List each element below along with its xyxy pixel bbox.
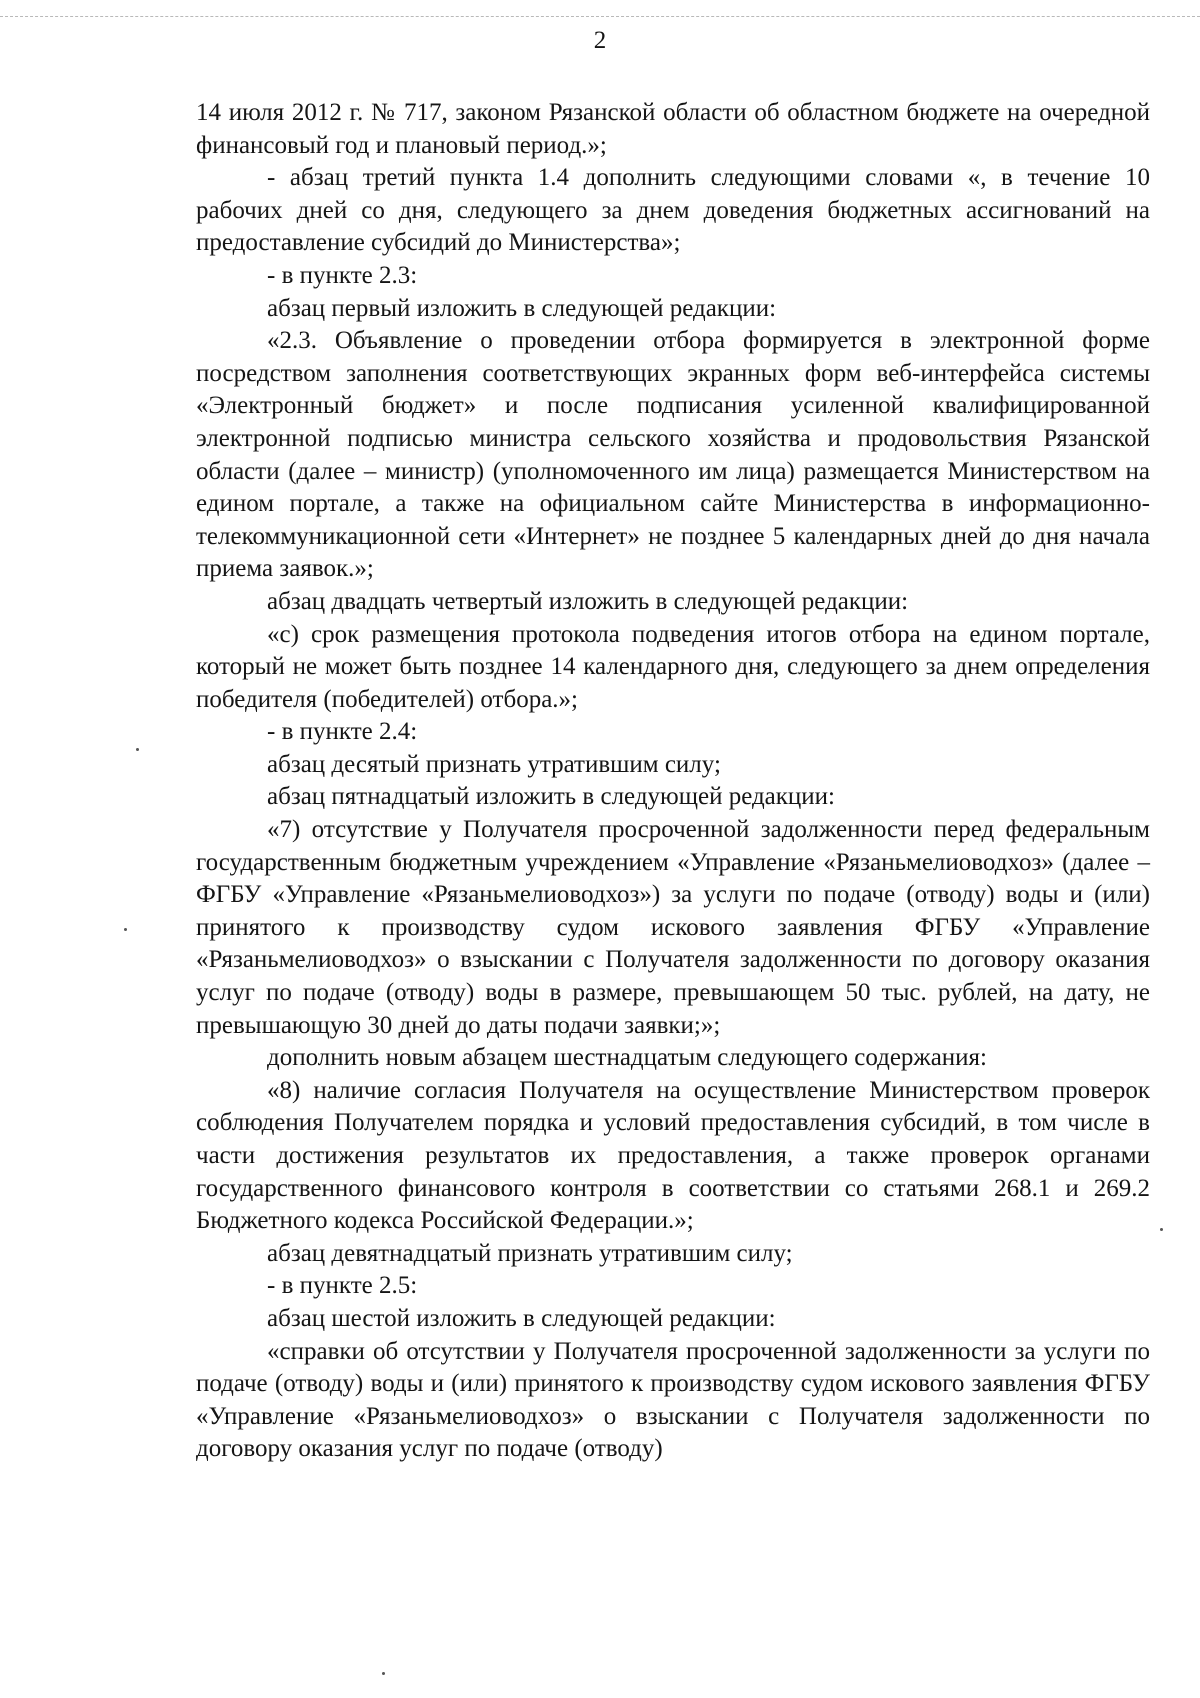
paragraph: абзац первый изложить в следующей редакции: <box>267 294 777 322</box>
document-body <box>196 97 1150 1466</box>
paragraph: «с) срок размещения протокола подведения итогов отбора на едином портале, который не может быть позднее 14 календарного дня, следующего за днем определения победителя (победителей) отбора.»; <box>196 620 1150 713</box>
paragraph: - в пункте 2.3: <box>267 261 418 289</box>
paragraph: абзац девятнадцатый признать утратившим силу; <box>267 1239 793 1267</box>
paragraph: «8) наличие согласия Получателя на осуществление Министерством проверок соблюдения Получателем порядка и условий предоставления субсидий, в том числе в части достижения результатов их предоставления, а также проверок органами государственного финансового контроля в соответствии со статьями 268.1 и 269.2 Бюджетного кодекса Российской Федерации.»; <box>196 1076 1150 1235</box>
scan-speck <box>1160 1228 1163 1231</box>
paragraph: абзац двадцать четвертый изложить в следующей редакции: <box>267 587 909 615</box>
paragraph: абзац пятнадцатый изложить в следующей редакции: <box>267 783 836 811</box>
scan-speck <box>124 928 127 931</box>
paragraph: «7) отсутствие у Получателя просроченной задолженности перед федеральным государственным бюджетным учреждением «Управление «Рязаньмелиоводхоз» (далее – ФГБУ «Управление «Рязаньмелиоводхоз») за услуги по подаче (отводу) воды и (или) принятого к производству судом искового заявления ФГБУ «Управление «Рязаньмелиоводхоз» о взыскании с Получателя задолженности по договору оказания услуг по подаче (отводу) воды в размере, превышающем 50 тыс. рублей, на дату, не превышающую 30 дней до даты подачи заявки;»; <box>196 816 1150 1039</box>
paragraph: 14 июля 2012 г. № 717, законом Рязанской области об областном бюджете на очередной финансовый год и плановый период.»; <box>196 99 1150 159</box>
paragraph: абзац десятый признать утратившим силу; <box>267 750 721 778</box>
paragraph: - в пункте 2.4: <box>267 718 418 746</box>
paragraph: абзац шестой изложить в следующей редакции: <box>267 1304 776 1332</box>
paragraph: дополнить новым абзацем шестнадцатым следующего содержания: <box>267 1044 987 1072</box>
scan-edge-line <box>0 16 1200 17</box>
scan-speck <box>136 748 139 751</box>
scan-speck <box>382 1672 385 1675</box>
paragraph: - в пункте 2.5: <box>267 1272 418 1300</box>
page-number: 2 <box>593 27 607 54</box>
paragraph: - абзац третий пункта 1.4 дополнить следующими словами «, в течение 10 рабочих дней со дня, следующего за днем доведения бюджетных ассигнований на предоставление субсидий до Министерства»; <box>196 164 1150 257</box>
paragraph: «справки об отсутствии у Получателя просроченной задолженности за услуги по подаче (отводу) воды и (или) принятого к производству судом искового заявления ФГБУ «Управление «Рязаньмелиоводхоз» о взыскании с Получателя задолженности по договору оказания услуг по подаче (отводу) <box>196 1337 1150 1463</box>
paragraph: «2.3. Объявление о проведении отбора формируется в электронной форме посредством заполнения соответствующих экранных форм веб-интерфейса системы «Электронный бюджет» и после подписания усиленной квалифицированной электронной подписью министра сельского хозяйства и продовольствия Рязанской области (далее – министр) (уполномоченного им лица) размещается Министерством на едином портале, а также на официальном сайте Министерства в информационно-телекоммуникационной сети «Интернет» не позднее 5 календарных дней до дня начала приема заявок.»; <box>196 327 1150 583</box>
